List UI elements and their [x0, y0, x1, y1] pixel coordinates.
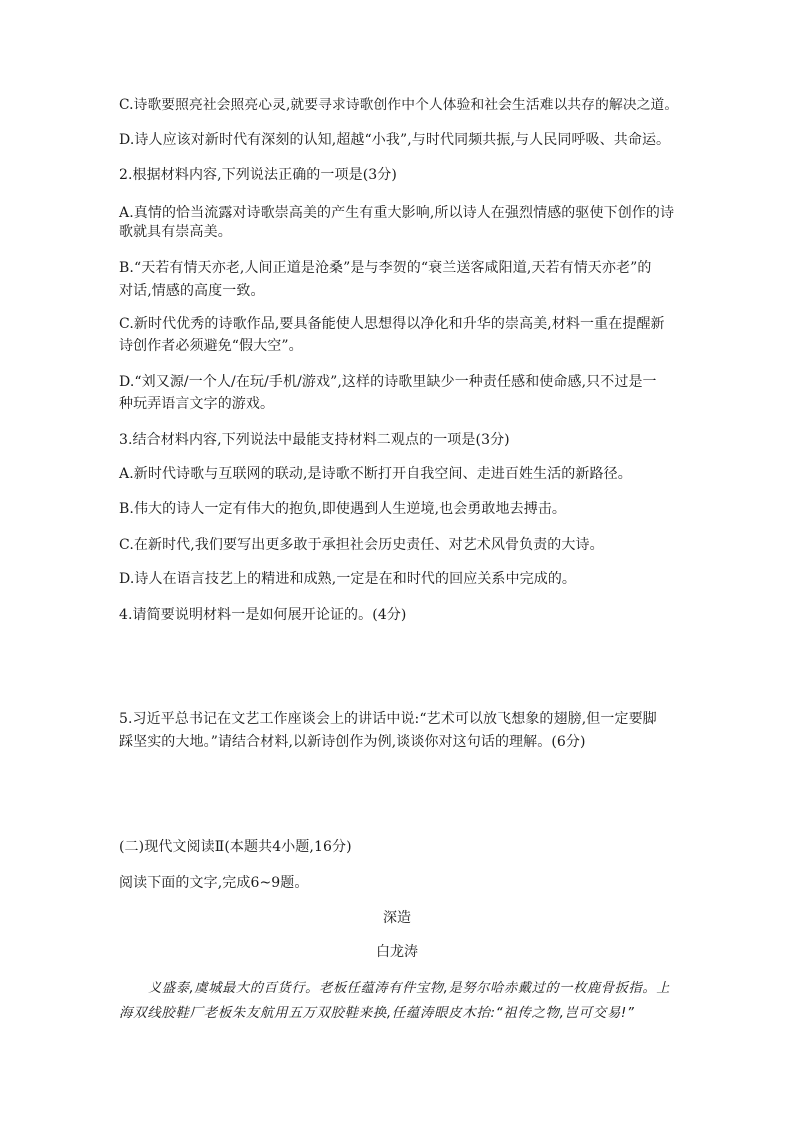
q3-option-b: B.伟大的诗人一定有伟大的抱负,即使遇到人生逆境,也会勇敢地去搏击。 — [119, 501, 567, 517]
story-author: 白龙涛 — [376, 944, 418, 960]
q2-option-d-line2: 种玩弄语言文字的游戏。 — [119, 396, 275, 412]
q2-option-b-line1: B.“天若有情天亦老,人间正道是沧桑”是与李贺的“衰兰送客咸阳道,天若有情天亦老”的 — [119, 260, 652, 276]
q2-option-a-line2: 歌就具有崇高美。 — [119, 224, 232, 240]
q2-option-c-line2: 诗创作者必须避免“假大空”。 — [119, 338, 303, 354]
q1-option-d: D.诗人应该对新时代有深刻的认知,超越“小我”,与时代同频共振,与人民同呼吸、共命运。 — [119, 132, 671, 148]
section2-instruction: 阅读下面的文字,完成6~9题。 — [119, 875, 309, 891]
q2-option-b-line2: 对话,情感的高度一致。 — [119, 283, 265, 299]
q2-option-a-line1: A.真情的恰当流露对诗歌崇高美的产生有重大影响,所以诗人在强烈情感的驱使下创作的诗 — [119, 205, 675, 221]
q4-stem: 4.请简要说明材料一是如何展开论证的。(4分) — [119, 607, 407, 623]
q5-line1: 5.习近平总书记在文艺工作座谈会上的讲话中说:“艺术可以放飞想象的翅膀,但一定要脚 — [119, 711, 657, 727]
q3-option-a: A.新时代诗歌与互联网的联动,是诗歌不断打开自我空间、走进百姓生活的新路径。 — [119, 466, 632, 482]
q3-option-d: D.诗人在语言技艺上的精进和成熟,一定是在和时代的回应关系中完成的。 — [119, 571, 577, 587]
q2-option-c-line1: C.新时代优秀的诗歌作品,要具备能使人思想得以净化和升华的崇高美,材料一重在提醒新 — [119, 316, 665, 332]
q5-line2: 踩坚实的大地。”请结合材料,以新诗创作为例,谈谈你对这句话的理解。(6分) — [119, 734, 586, 750]
q2-stem: 2.根据材料内容,下列说法正确的一项是(3分) — [119, 167, 397, 183]
story-paragraph-line1: 义盛泰,虞城最大的百货行。老板任蕴涛有件宝物,是努尔哈赤戴过的一枚鹿骨扳指。上 — [148, 981, 671, 996]
q2-option-d-line1: D.“刘又源/一个人/在玩/手机/游戏”,这样的诗歌里缺少一种责任感和使命感,只不过是一 — [119, 374, 657, 390]
q3-option-c: C.在新时代,我们要写出更多敢于承担社会历史责任、对艺术风骨负责的大诗。 — [119, 537, 604, 553]
q3-stem: 3.结合材料内容,下列说法中最能支持材料二观点的一项是(3分) — [119, 432, 510, 448]
section2-heading: (二)现代文阅读Ⅱ(本题共4小题,16分) — [119, 839, 352, 855]
story-paragraph-line2: 海双线胶鞋厂老板朱友航用五万双胶鞋来换,任蕴涛眼皮木抬:“祖传之物,岂可交易!” — [119, 1005, 635, 1021]
story-title: 深造 — [383, 910, 411, 926]
q1-option-c: C.诗歌要照亮社会照亮心灵,就要寻求诗歌创作中个人体验和社会生活难以共存的解决之道。 — [119, 97, 679, 113]
